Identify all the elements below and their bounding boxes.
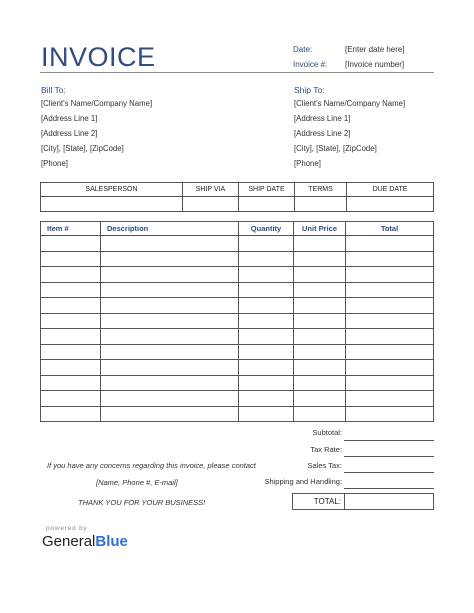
item-number-cell[interactable] xyxy=(41,360,101,376)
ship-to-line[interactable]: [Address Line 1] xyxy=(294,114,351,123)
table-row xyxy=(41,375,434,391)
subtotal-label: Subtotal: xyxy=(312,428,342,437)
ship-to-line[interactable]: [Client's Name/Company Name] xyxy=(294,99,406,108)
ship-to-heading: Ship To: xyxy=(294,85,325,95)
ship-via-cell[interactable] xyxy=(183,197,239,212)
shipping-field[interactable] xyxy=(344,488,434,489)
unit-price-cell[interactable] xyxy=(294,406,346,422)
ship-via-header: SHIP VIA xyxy=(183,183,239,197)
ship-date-header: SHIP DATE xyxy=(239,183,295,197)
unit-price-cell[interactable] xyxy=(294,282,346,298)
date-label: Date: xyxy=(293,45,313,54)
contact-placeholder[interactable]: [Name, Phone #, E-mail] xyxy=(96,478,178,487)
due-date-header: DUE DATE xyxy=(347,183,434,197)
invoice-title: INVOICE xyxy=(41,42,156,72)
item-number-header: Item # xyxy=(41,222,101,236)
item-number-cell[interactable] xyxy=(41,251,101,267)
table-row xyxy=(41,360,434,376)
unit-price-cell[interactable] xyxy=(294,329,346,345)
quantity-cell[interactable] xyxy=(239,406,294,422)
item-number-cell[interactable] xyxy=(41,313,101,329)
total-cell[interactable] xyxy=(346,282,434,298)
unit-price-cell[interactable] xyxy=(294,298,346,314)
item-number-cell[interactable] xyxy=(41,329,101,345)
ship-date-cell[interactable] xyxy=(239,197,295,212)
items-table xyxy=(40,221,434,422)
bill-to-line[interactable]: [Address Line 1] xyxy=(41,114,98,123)
table-row xyxy=(41,282,434,298)
terms-header: TERMS xyxy=(295,183,347,197)
description-cell[interactable] xyxy=(101,236,239,252)
description-cell[interactable] xyxy=(101,391,239,407)
due-date-cell[interactable] xyxy=(347,197,434,212)
total-cell[interactable] xyxy=(346,313,434,329)
quantity-cell[interactable] xyxy=(239,360,294,376)
description-cell[interactable] xyxy=(101,375,239,391)
sales-tax-label: Sales Tax: xyxy=(307,461,342,470)
quantity-cell[interactable] xyxy=(239,344,294,360)
terms-cell[interactable] xyxy=(295,197,347,212)
total-cell[interactable] xyxy=(346,391,434,407)
total-cell[interactable] xyxy=(346,298,434,314)
total-cell[interactable] xyxy=(346,344,434,360)
unit-price-cell[interactable] xyxy=(294,375,346,391)
description-cell[interactable] xyxy=(101,344,239,360)
description-cell[interactable] xyxy=(101,329,239,345)
table-row xyxy=(41,251,434,267)
item-number-cell[interactable] xyxy=(41,282,101,298)
total-cell[interactable] xyxy=(346,375,434,391)
shipping-label: Shipping and Handling: xyxy=(264,477,342,486)
table-row xyxy=(41,313,434,329)
quantity-cell[interactable] xyxy=(239,329,294,345)
quantity-cell[interactable] xyxy=(239,375,294,391)
ship-to-line[interactable]: [Address Line 2] xyxy=(294,129,351,138)
thank-you-note: THANK YOU FOR YOUR BUSINESS! xyxy=(78,498,206,507)
subtotal-field[interactable] xyxy=(344,440,434,441)
description-cell[interactable] xyxy=(101,251,239,267)
unit-price-cell[interactable] xyxy=(294,236,346,252)
item-number-cell[interactable] xyxy=(41,236,101,252)
unit-price-cell[interactable] xyxy=(294,251,346,267)
bill-to-line[interactable]: [Phone] xyxy=(41,159,68,168)
unit-price-cell[interactable] xyxy=(294,267,346,283)
item-number-cell[interactable] xyxy=(41,391,101,407)
total-cell[interactable] xyxy=(346,267,434,283)
ship-to-line[interactable]: [Phone] xyxy=(294,159,321,168)
description-cell[interactable] xyxy=(101,313,239,329)
unit-price-cell[interactable] xyxy=(294,313,346,329)
table-row xyxy=(41,344,434,360)
total-cell[interactable] xyxy=(346,251,434,267)
item-number-cell[interactable] xyxy=(41,344,101,360)
generalblue-logo[interactable]: GeneralBlue xyxy=(42,533,128,550)
salesperson-header: SALESPERSON xyxy=(41,183,183,197)
description-header: Description xyxy=(101,222,239,236)
ship-to-line[interactable]: [City], [State], [ZipCode] xyxy=(294,144,377,153)
invoice-number-value[interactable]: [Invoice number] xyxy=(345,60,405,69)
total-header: Total xyxy=(346,222,434,236)
quantity-cell[interactable] xyxy=(239,282,294,298)
unit-price-cell[interactable] xyxy=(294,360,346,376)
total-field[interactable] xyxy=(345,494,433,509)
total-cell[interactable] xyxy=(346,329,434,345)
description-cell[interactable] xyxy=(101,406,239,422)
table-row xyxy=(41,298,434,314)
tax-rate-label: Tax Rate: xyxy=(310,445,342,454)
quantity-cell[interactable] xyxy=(239,391,294,407)
bill-to-line[interactable]: [Address Line 2] xyxy=(41,129,98,138)
invoice-number-label: Invoice #: xyxy=(293,60,328,69)
powered-by-label: powered by xyxy=(46,525,88,532)
header-divider xyxy=(40,72,434,73)
table-row xyxy=(41,406,434,422)
item-number-cell[interactable] xyxy=(41,298,101,314)
table-row xyxy=(41,329,434,345)
bill-to-heading: Bill To: xyxy=(41,85,66,95)
total-box xyxy=(292,493,434,510)
bill-to-line[interactable]: [Client's Name/Company Name] xyxy=(41,99,153,108)
description-cell[interactable] xyxy=(101,282,239,298)
table-row xyxy=(41,267,434,283)
quantity-cell[interactable] xyxy=(239,298,294,314)
quantity-cell[interactable] xyxy=(239,251,294,267)
sales-tax-field[interactable] xyxy=(344,472,434,473)
unit-price-cell[interactable] xyxy=(294,344,346,360)
quantity-cell[interactable] xyxy=(239,313,294,329)
total-cell[interactable] xyxy=(346,406,434,422)
quantity-cell[interactable] xyxy=(239,267,294,283)
salesperson-cell[interactable] xyxy=(41,197,183,212)
item-number-cell[interactable] xyxy=(41,406,101,422)
item-number-cell[interactable] xyxy=(41,375,101,391)
table-row xyxy=(41,391,434,407)
description-cell[interactable] xyxy=(101,298,239,314)
description-cell[interactable] xyxy=(101,267,239,283)
total-cell[interactable] xyxy=(346,236,434,252)
shipping-table xyxy=(40,182,434,212)
quantity-cell[interactable] xyxy=(239,236,294,252)
bill-to-line[interactable]: [City], [State], [ZipCode] xyxy=(41,144,124,153)
concerns-note: If you have any concerns regarding this invoice, please contact xyxy=(47,461,256,470)
tax-rate-field[interactable] xyxy=(344,456,434,457)
total-label: TOTAL: xyxy=(293,494,345,509)
date-value[interactable]: [Enter date here] xyxy=(345,45,405,54)
table-row xyxy=(41,236,434,252)
total-cell[interactable] xyxy=(346,360,434,376)
description-cell[interactable] xyxy=(101,360,239,376)
unit-price-cell[interactable] xyxy=(294,391,346,407)
items-body xyxy=(41,236,434,422)
quantity-header: Quantity xyxy=(239,222,294,236)
item-number-cell[interactable] xyxy=(41,267,101,283)
unit-price-header: Unit Price xyxy=(294,222,346,236)
